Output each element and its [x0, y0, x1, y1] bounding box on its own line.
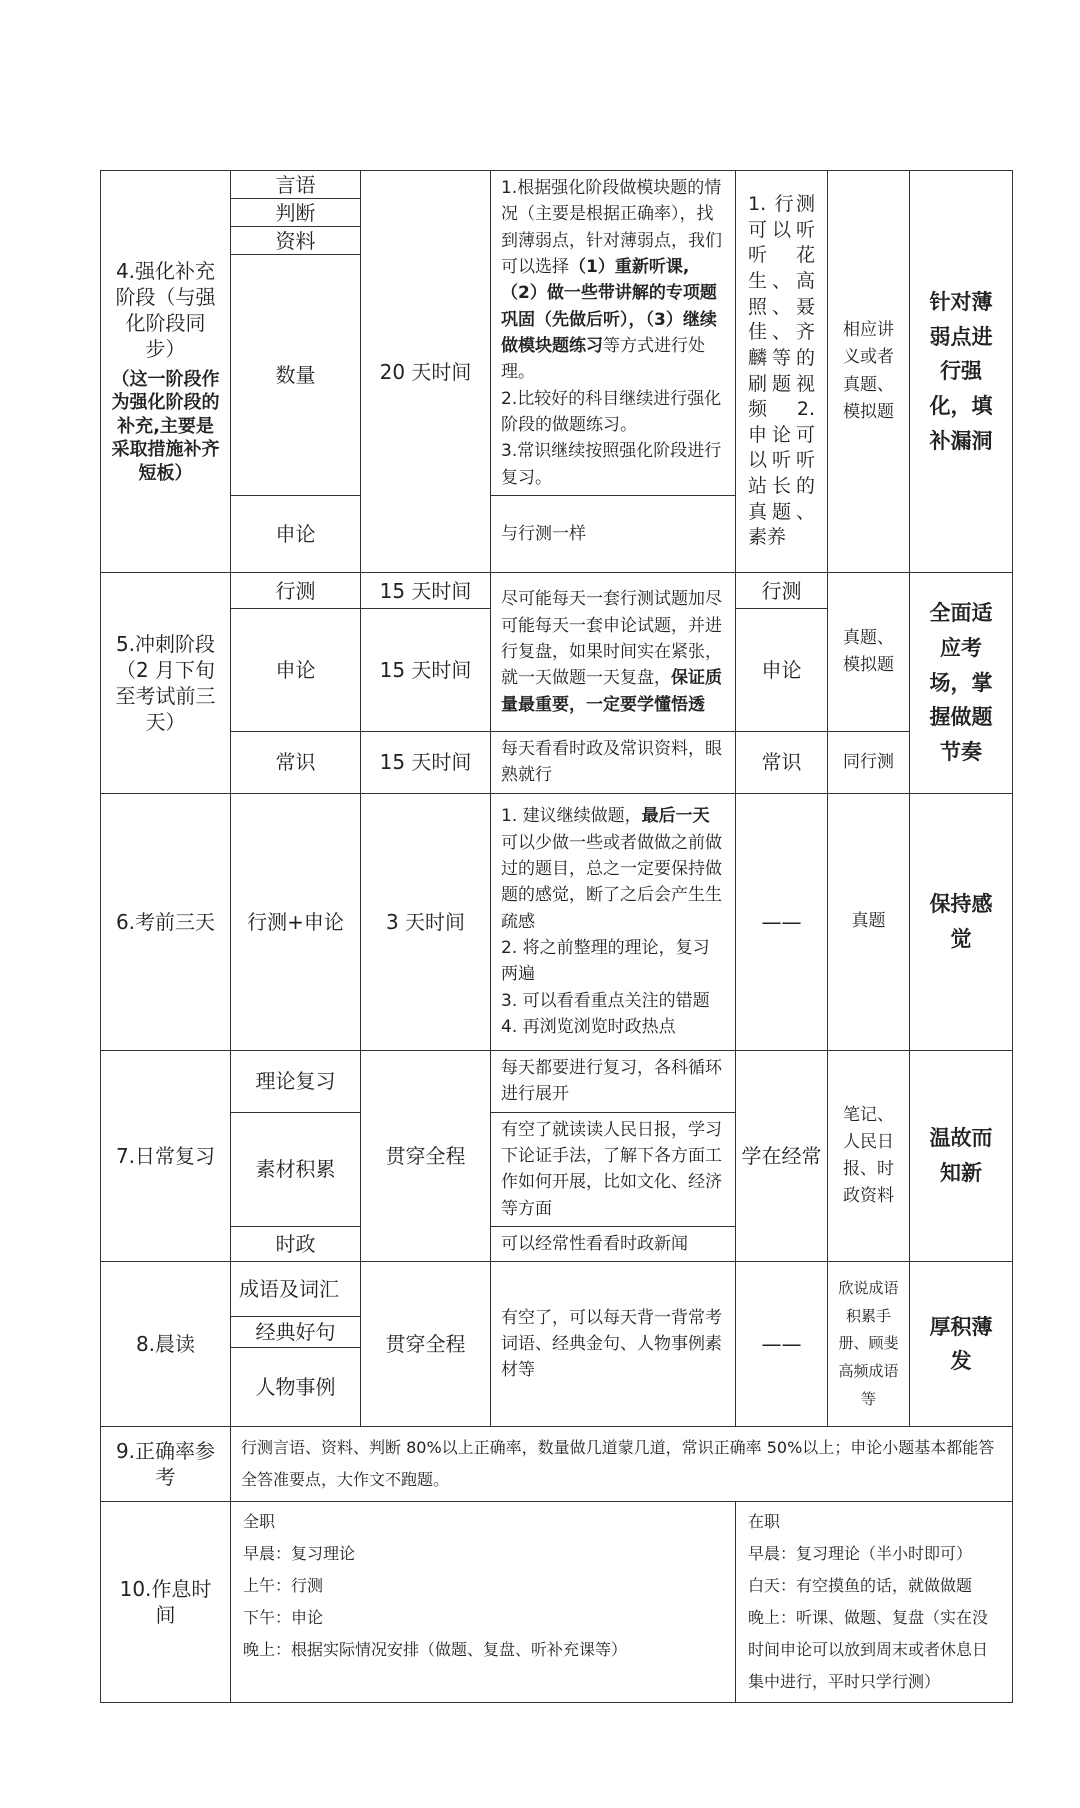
- section-5-changshi-description: 每天看看时政及常识资料，眼熟就行: [491, 732, 736, 794]
- section-4-row: [101, 171, 1013, 199]
- section-7-time: 贯穿全程: [361, 1050, 491, 1261]
- section-4-sources: 1. 行测可以听听花生、高照、聂佳、齐麟等的刷题视频 2. 申论可以听听站长的真题、素养: [736, 171, 828, 573]
- section-6-phase: 6.考前三天: [101, 793, 231, 1050]
- section-8-description: 有空了，可以每天背一背常考词语、经典金句、人物事例素材等: [491, 1262, 736, 1427]
- section-7-description: 每天都要进行复习，各科循环进行展开: [491, 1050, 736, 1112]
- section-4-subject: 数量: [231, 255, 361, 496]
- section-6-subject: 行测+申论: [231, 793, 361, 1050]
- section-7-goal: 温故而知新: [910, 1050, 1013, 1261]
- section-7-phase: 7.日常复习: [101, 1050, 231, 1261]
- section-5-materials: 真题、模拟题: [828, 573, 910, 732]
- section-7-subject: 理论复习: [231, 1050, 361, 1112]
- section-5-goal: 全面适应考场，掌握做题节奏: [910, 573, 1013, 794]
- section-4-phase-title: 4.强化补充阶段（与强化阶段同步）: [115, 259, 216, 362]
- section-5-row: [101, 573, 1013, 609]
- section-6-item-3: 3. 可以看看重点关注的错题: [501, 990, 710, 1011]
- section-4-phase: [101, 171, 231, 573]
- fulltime-line: 上午：行测: [243, 1576, 324, 1596]
- section-5-time: 15 天时间: [361, 609, 491, 732]
- section-4-phase-note: （这一阶段作为强化阶段的补充,主要是采取措施补齐短板）: [111, 369, 220, 484]
- section-8-row: [101, 1262, 1013, 1317]
- employed-line: 白天：有空摸鱼的话，就做做题: [748, 1576, 973, 1596]
- section-5-phase: 5.冲刺阶段（2 月下旬至考试前三天）: [101, 573, 231, 794]
- study-plan-table: [100, 170, 1013, 1703]
- section-6-sources: ——: [736, 793, 828, 1050]
- section-4-item-3: 3.常识继续按照强化阶段进行复习。: [501, 441, 722, 488]
- fulltime-title: 全职: [243, 1512, 276, 1532]
- section-6-item-4: 4. 再浏览浏览时政热点: [501, 1017, 676, 1038]
- section-4-shenlun-description: 与行测一样: [491, 496, 736, 573]
- section-4-time: 20 天时间: [361, 171, 491, 573]
- section-6-materials: 真题: [828, 793, 910, 1050]
- section-8-subject: 经典好句: [231, 1317, 361, 1348]
- section-8-time: 贯穿全程: [361, 1262, 491, 1427]
- section-5-subject: 常识: [231, 732, 361, 794]
- employed-line: 晚上：听课、做题、复盘（实在没时间申论可以放到周末或者休息日集中进行，平时只学行测）: [748, 1608, 989, 1692]
- section-9-row: [101, 1427, 1013, 1502]
- employed-line: 早晨：复习理论（半小时即可）: [748, 1544, 973, 1564]
- section-5-subject: 行测: [231, 573, 361, 609]
- section-7-description: 可以经常性看看时政新闻: [491, 1226, 736, 1261]
- fulltime-line: 下午：申论: [243, 1608, 324, 1628]
- section-4-subject: 判断: [231, 199, 361, 227]
- section-8-subject: 人物事例: [231, 1348, 361, 1427]
- section-5-source: 常识: [736, 732, 828, 794]
- fulltime-line: 晚上：根据实际情况安排（做题、复盘、听补充课等）: [243, 1640, 628, 1660]
- section-5-source: 行测: [736, 573, 828, 609]
- section-5-changshi-materials: 同行测: [828, 732, 910, 794]
- fulltime-line: 早晨：复习理论: [243, 1544, 356, 1564]
- section-5-time: 15 天时间: [361, 732, 491, 794]
- section-6-row: [101, 793, 1013, 1050]
- section-8-sources: ——: [736, 1262, 828, 1427]
- section-7-row: [101, 1050, 1013, 1112]
- section-4-materials: 相应讲义或者真题、模拟题: [828, 171, 910, 573]
- section-8-materials: 欣说成语积累手册、顾斐高频成语等: [828, 1262, 910, 1427]
- section-6-goal: 保持感觉: [910, 793, 1013, 1050]
- section-8-goal: 厚积薄发: [910, 1262, 1013, 1427]
- section-7-materials: 笔记、人民日报、时政资料: [828, 1050, 910, 1261]
- section-4-goal: 针对薄弱点进行强化，填补漏洞: [910, 171, 1013, 573]
- section-7-subject: 素材积累: [231, 1112, 361, 1226]
- section-6-time: 3 天时间: [361, 793, 491, 1050]
- section-8-phase: 8.晨读: [101, 1262, 231, 1427]
- section-4-description: [491, 171, 736, 496]
- section-10-phase: 10.作息时间: [101, 1502, 231, 1703]
- section-4-item-1: 1.根据强化阶段做模块题的情况（主要是根据正确率），找到薄弱点，针对薄弱点，我们可以选择（1）重新听课,（2）做一些带讲解的专项题巩固（先做后听），（3）继续做模块题练习等方式进行处理。: [501, 178, 722, 383]
- section-4-item-2: 2.比较好的科目继续进行强化阶段的做题练习。: [501, 388, 722, 436]
- employed-schedule: [736, 1502, 1013, 1703]
- section-6-description: [491, 793, 736, 1050]
- section-4-subject: 申论: [231, 496, 361, 573]
- section-7-subject: 时政: [231, 1226, 361, 1261]
- section-8-subject: 成语及词汇: [231, 1262, 361, 1317]
- fulltime-schedule: [231, 1502, 736, 1703]
- section-9-phase: 9.正确率参考: [101, 1427, 231, 1502]
- section-7-sources: 学在经常: [736, 1050, 828, 1261]
- section-4-subject: 言语: [231, 171, 361, 199]
- section-7-description: 有空了就读读人民日报，学习下论证手法，了解下各方面工作如何开展，比如文化、经济等方面: [491, 1112, 736, 1226]
- section-5-description: 尽可能每天一套行测试题加尽可能每天一套申论试题，并进行复盘，如果时间实在紧张，就一天做题一天复盘，保证质量最重要，一定要学懂悟透: [491, 573, 736, 732]
- section-10-row: [101, 1502, 1013, 1703]
- employed-title: 在职: [748, 1512, 781, 1532]
- section-6-item-2: 2. 将之前整理的理论，复习两遍: [501, 937, 710, 985]
- section-5-source: 申论: [736, 609, 828, 732]
- section-6-item-1: 1. 建议继续做题，最后一天可以少做一些或者做做之前做过的题目，总之一定要保持做题的感觉，断了之后会产生生疏感: [501, 806, 722, 932]
- section-4-subject: 资料: [231, 227, 361, 255]
- section-5-subject: 申论: [231, 609, 361, 732]
- section-5-time: 15 天时间: [361, 573, 491, 609]
- section-9-text: 行测言语、资料、判断 80%以上正确率，数量做几道蒙几道，常识正确率 50%以上；申论小题基本都能答全答准要点，大作文不跑题。: [231, 1427, 1013, 1502]
